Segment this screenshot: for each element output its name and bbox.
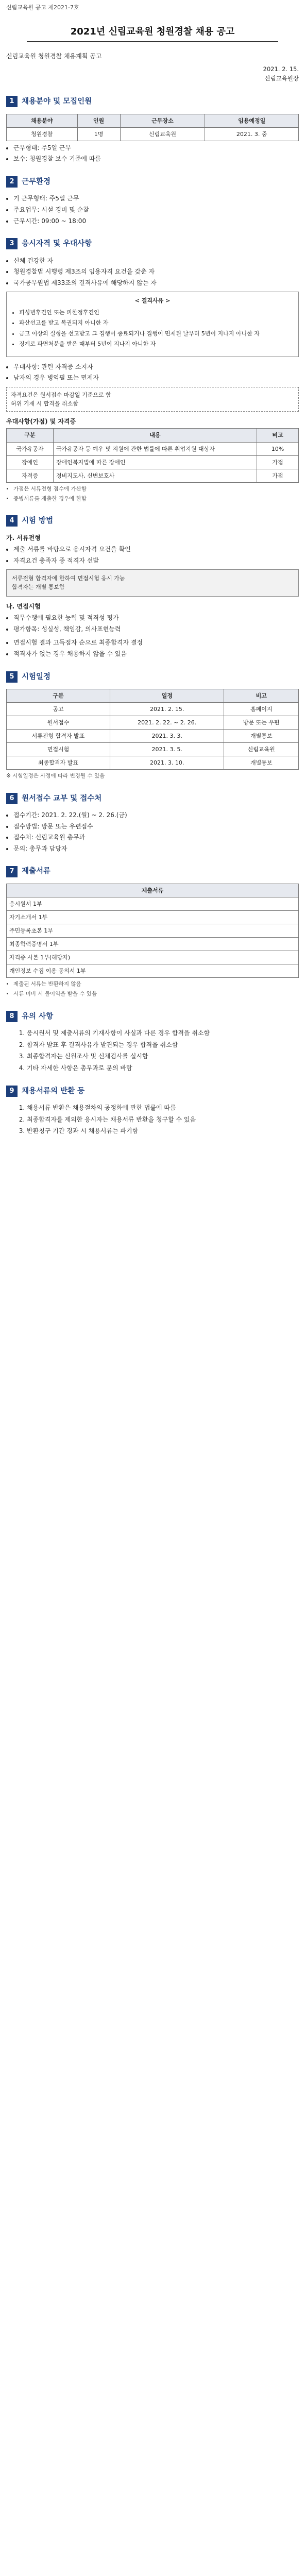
section-1-notes: [6, 143, 299, 164]
section-title: 제출서류: [22, 867, 51, 876]
box-line: 합격자는 개별 통보함: [12, 584, 65, 591]
section-number: 8: [6, 1011, 18, 1022]
list-item: • 증빙서류를 제출한 경우에 한함: [13, 495, 299, 503]
list-item: • 금고 이상의 실형을 선고받고 그 집행이 종료되거나 집행이 면제된 날부터 5년이 지나지 아니한 자: [19, 329, 293, 338]
section-5-heading: [6, 671, 299, 683]
table-cell: 개별통보: [224, 730, 299, 743]
note-line: 허위 기재 시 합격을 취소함: [11, 400, 78, 407]
table-cell: 자격증 사본 1부(해당자): [7, 951, 299, 964]
list-item: • 우대사항: 관련 자격증 소지자: [13, 362, 299, 372]
list-item: • 청원경찰법 시행령 제3조의 임용자격 요건을 갖춘 자: [13, 267, 299, 277]
list-item: • 제출된 서류는 반환하지 않음: [13, 980, 299, 988]
section-2-list: [6, 194, 299, 226]
intro-text: 신림교육원 청원경찰 채용계획 공고: [6, 52, 102, 60]
announcer: 신림교육원장: [264, 75, 299, 82]
list-item: • 피성년후견인 또는 피한정후견인: [19, 308, 293, 317]
table-cell: 개인정보 수집 이용 동의서 1부: [7, 964, 299, 978]
schedule-note: ※ 시험일정은 사정에 따라 변경될 수 있음: [6, 773, 105, 779]
section-4-list-3: [6, 638, 299, 658]
section-4-heading: [6, 515, 299, 527]
table-row: [7, 743, 299, 756]
list-item: 2. 최종합격자를 제외한 응시자는 채용서류 반환을 청구할 수 있음: [27, 1115, 299, 1125]
section-8-heading: [6, 1011, 299, 1022]
table-cell: 가점: [257, 455, 299, 469]
table-row: [7, 442, 299, 455]
section-7-heading: [6, 866, 299, 877]
list-item: • 근무형태: 주5일 근무: [13, 143, 299, 153]
list-item: 4. 기타 자세한 사항은 총무과로 문의 바람: [27, 1063, 299, 1073]
table-cell: 주민등록초본 1부: [7, 924, 299, 937]
section-number: 9: [6, 1086, 18, 1097]
table-cell: 10%: [257, 442, 299, 455]
table-cell: 경비지도사, 신변보호사: [54, 469, 257, 482]
table-cell: 자기소개서 1부: [7, 910, 299, 924]
table-header: 인원: [77, 114, 120, 127]
section-3-heading: [6, 238, 299, 249]
table-row: [7, 469, 299, 482]
section-number: 2: [6, 176, 18, 188]
section-4-list-2: [6, 613, 299, 634]
list-item: 1. 응시원서 및 제출서류의 기재사항이 사실과 다른 경우 합격을 취소함: [27, 1028, 299, 1038]
documents-table: [6, 884, 299, 978]
subsection-title: 가. 서류전형: [6, 534, 41, 541]
table-cell: 응시원서 1부: [7, 897, 299, 910]
section-8-list: [6, 1028, 299, 1073]
table-header: 근무장소: [120, 114, 205, 127]
section-title: 응시자격 및 우대사항: [22, 240, 92, 248]
table-row: [7, 924, 299, 937]
list-item: 3. 최종합격자는 신원조사 및 신체검사를 실시함: [27, 1052, 299, 1061]
list-item: • 남자의 경우 병역필 또는 면제자: [13, 373, 299, 383]
table-cell: 개별통보: [224, 756, 299, 770]
note-line: 자격요건은 원서접수 마감일 기준으로 함: [11, 391, 111, 398]
table-header: 비고: [257, 429, 299, 442]
table-cell: 자격증: [7, 469, 54, 482]
list-item: • 파산선고를 받고 복권되지 아니한 자: [19, 318, 293, 327]
list-item: • 징계로 파면처분을 받은 때부터 5년이 지나지 아니한 자: [19, 340, 293, 348]
list-item: • 가점은 서류전형 점수에 가산함: [13, 485, 299, 493]
table-row: [7, 910, 299, 924]
section-3-notes: [6, 485, 299, 503]
table-cell: 장애인: [7, 455, 54, 469]
table-cell: 홈페이지: [224, 703, 299, 716]
section-7-notes: [6, 980, 299, 998]
section-title: 근무환경: [22, 177, 51, 186]
list-item: • 직무수행에 필요한 능력 및 적격성 평가: [13, 613, 299, 623]
list-item: • 접수기간: 2021. 2. 22.(월) ~ 2. 26.(금): [13, 810, 299, 820]
announce-date: 2021. 2. 15.: [263, 65, 299, 73]
section-title: 채용서류의 반환 등: [22, 1087, 85, 1095]
table-header: 제출서류: [7, 884, 299, 897]
table-cell: 신림교육원: [120, 127, 205, 141]
table-cell: 2021. 3. 중: [205, 127, 299, 141]
list-item: • 국가공무원법 제33조의 결격사유에 해당하지 않는 자: [13, 278, 299, 288]
schedule-table: [6, 689, 299, 770]
table-cell: 신림교육원: [224, 743, 299, 756]
section-3-extra: [6, 362, 299, 383]
table-cell: 2021. 2. 22. ~ 2. 26.: [110, 716, 224, 730]
section-number: 4: [6, 515, 18, 527]
list-item: • 면접시험 결과 고득점자 순으로 최종합격자 결정: [13, 638, 299, 648]
table-header: 임용예정일: [205, 114, 299, 127]
table-cell: 서류전형 합격자 발표: [7, 730, 110, 743]
preference-table-title: 우대사항(가점) 및 자격증: [6, 417, 76, 425]
table-cell: 2021. 3. 3.: [110, 730, 224, 743]
list-item: • 제출 서류를 바탕으로 응시자격 요건을 확인: [13, 545, 299, 554]
list-item: • 신체 건강한 자: [13, 256, 299, 266]
title-underline: [27, 41, 278, 42]
table-row: [7, 938, 299, 951]
list-item: • 평가항목: 성실성, 책임감, 의사표현능력: [13, 624, 299, 634]
table-cell: 가점: [257, 469, 299, 482]
list-item: • 적격자가 없는 경우 채용하지 않을 수 있음: [13, 649, 299, 659]
list-item: • 문의: 총무과 담당자: [13, 844, 299, 854]
table-cell: 원서접수: [7, 716, 110, 730]
list-item: 1. 채용서류 반환은 채용절차의 공정화에 관한 법률에 따름: [27, 1103, 299, 1113]
table-header: 일정: [110, 689, 224, 702]
table-row: [7, 455, 299, 469]
section-9-list: [6, 1103, 299, 1136]
table-cell: 공고: [7, 703, 110, 716]
table-cell: 2021. 3. 5.: [110, 743, 224, 756]
page-title: 2021년 신림교육원 청원경찰 채용 공고: [70, 26, 235, 37]
section-2-heading: [6, 176, 299, 188]
list-item: • 접수방법: 방문 또는 우편접수: [13, 822, 299, 832]
section-number: 7: [6, 866, 18, 877]
list-item: • 서류 미비 시 불이익을 받을 수 있음: [13, 990, 299, 998]
document-number: 신림교육원 공고 제2021-7호: [6, 4, 79, 11]
section-title: 원서접수 교부 및 접수처: [22, 794, 102, 803]
section-title: 유의 사항: [22, 1012, 54, 1021]
table-cell: 2021. 2. 15.: [110, 703, 224, 716]
section-3-list: [6, 256, 299, 288]
section-title: 시험일정: [22, 672, 51, 681]
list-item: • 접수처: 신림교육원 총무과: [13, 833, 299, 842]
table-header: 비고: [224, 689, 299, 702]
table-row: [7, 964, 299, 978]
box-line: 서류전형 합격자에 한하여 면접시험 응시 가능: [12, 575, 125, 582]
table-header: 내용: [54, 429, 257, 442]
table-cell: 방문 또는 우편: [224, 716, 299, 730]
table-cell: 면접시험: [7, 743, 110, 756]
subsection-title: 나. 면접시험: [6, 602, 41, 610]
table-cell: 국가유공자 등 예우 및 지원에 관한 법률에 따른 취업지원 대상자: [54, 442, 257, 455]
section-3-extra2: [6, 387, 299, 412]
table-row: [7, 951, 299, 964]
table-row: [7, 897, 299, 910]
disqualification-box: [6, 292, 299, 357]
list-item: 3. 반환청구 기간 경과 시 채용서류는 파기함: [27, 1126, 299, 1136]
table-cell: 2021. 3. 10.: [110, 756, 224, 770]
table-row: [7, 703, 299, 716]
section-number: 3: [6, 238, 18, 249]
table-header: 구분: [7, 689, 110, 702]
list-item: • 주요업무: 시설 경비 및 순찰: [13, 205, 299, 215]
section-number: 6: [6, 793, 18, 804]
table-cell: 청원경찰: [7, 127, 78, 141]
section-title: 채용분야 및 모집인원: [22, 97, 92, 106]
table-cell: 장애인복지법에 따른 장애인: [54, 455, 257, 469]
table-cell: 1명: [77, 127, 120, 141]
section-title: 시험 방법: [22, 517, 54, 526]
table-cell: 국가유공자: [7, 442, 54, 455]
section-6-list: [6, 810, 299, 853]
box-list: [12, 308, 293, 348]
section-4-list-1: [6, 545, 299, 565]
table-row: [7, 716, 299, 730]
box-title: < 결격사유 >: [134, 297, 171, 304]
section-number: 5: [6, 671, 18, 683]
section-1-heading: [6, 96, 299, 107]
table-row: [7, 127, 299, 141]
recruit-table: [6, 114, 299, 141]
table-header: 채용분야: [7, 114, 78, 127]
table-cell: 최종합격자 발표: [7, 756, 110, 770]
section-4-box: [6, 569, 299, 596]
section-9-heading: [6, 1086, 299, 1097]
list-item: • 기 근무형태: 주5일 근무: [13, 194, 299, 204]
list-item: • 보수: 청원경찰 보수 기준에 따름: [13, 154, 299, 164]
table-header: 구분: [7, 429, 54, 442]
table-row: [7, 730, 299, 743]
section-number: 1: [6, 96, 18, 107]
table-cell: 최종학력증명서 1부: [7, 938, 299, 951]
section-6-heading: [6, 793, 299, 804]
list-item: • 근무시간: 09:00 ~ 18:00: [13, 216, 299, 226]
table-row: [7, 756, 299, 770]
preference-table: [6, 428, 299, 482]
list-item: • 자격요건 충족자 중 적격자 선발: [13, 556, 299, 566]
list-item: 2. 합격자 발표 후 결격사유가 발견되는 경우 합격을 취소함: [27, 1040, 299, 1050]
